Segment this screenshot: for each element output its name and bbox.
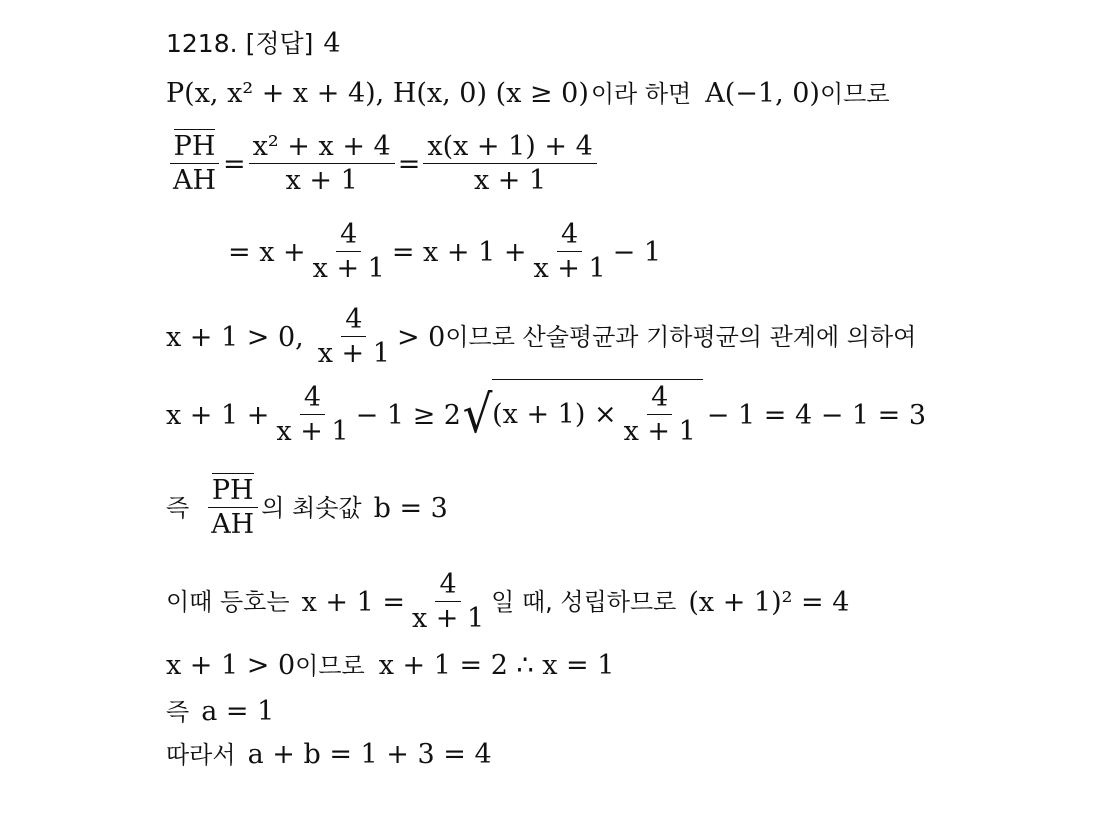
segment-ph: PH <box>173 131 216 162</box>
min-value-math: b = 3 <box>373 492 448 524</box>
fraction-num: 4 <box>300 384 325 415</box>
equality-text-1: 이때 등호는 <box>166 588 290 617</box>
fraction-num: 4 <box>647 384 672 415</box>
am-gm-text: 이므로 산술평균과 기하평균의 관계에 의하여 <box>445 323 917 352</box>
solve-text: 이므로 <box>295 651 365 680</box>
equals-sign: = <box>397 148 421 180</box>
condition-part-b: > 0 <box>396 321 446 353</box>
line-points <box>166 80 890 107</box>
ineq-part-a: x + 1 + <box>166 399 270 431</box>
fraction-num: 4 <box>557 221 582 252</box>
ineq-part-b: − 1 ≥ 2 <box>355 399 461 431</box>
line-a-value <box>166 698 274 725</box>
problem-header <box>166 30 341 57</box>
ratio-ph-ah <box>169 133 220 196</box>
line-min-value <box>166 477 448 540</box>
fraction-2 <box>423 133 596 196</box>
line-final-answer <box>166 741 492 768</box>
fraction-num: 4 <box>435 571 460 602</box>
fraction-1-num: x² + x + 4 <box>249 133 395 164</box>
segment-ah: AH <box>173 165 217 197</box>
fraction-2-num: x(x + 1) + 4 <box>423 133 596 164</box>
ratio-ph-ah <box>207 477 258 540</box>
fraction-4-over-x1 <box>309 221 389 284</box>
radicand-part-a: (x + 1) × <box>492 399 617 431</box>
fraction-den: x + 1 <box>312 253 385 285</box>
fraction-den: x + 1 <box>411 603 485 635</box>
fraction-4-over-x1 <box>314 306 394 369</box>
points-text-1: 이라 하면 <box>590 79 692 108</box>
segment-ph: PH <box>211 475 254 506</box>
line-am-gm-condition <box>166 306 916 369</box>
final-math: a + b = 1 + 3 = 4 <box>247 739 492 770</box>
line-am-gm-inequality <box>166 381 927 448</box>
fraction-4-over-x1 <box>408 571 488 634</box>
answer-value: 4 <box>323 28 341 59</box>
fraction-4-over-x1 <box>272 384 352 447</box>
square-root <box>461 381 703 447</box>
ineq-part-c: − 1 = 4 − 1 = 3 <box>706 399 927 431</box>
point-a-math: A(−1, 0) <box>705 78 820 109</box>
equality-math: (x + 1)² = 4 <box>688 586 850 618</box>
equality-part-a: x + 1 = <box>301 586 405 618</box>
fraction-den: x + 1 <box>623 415 696 447</box>
radical-sign: √ <box>462 385 493 446</box>
fraction-num: 4 <box>341 306 366 337</box>
fraction-1-den: x + 1 <box>285 165 358 197</box>
rewrite-part-b: = x + 1 + <box>391 236 527 268</box>
fraction-den: x + 1 <box>317 338 390 370</box>
min-text-1: 즉 <box>166 494 190 523</box>
points-math: P(x, x² + x + 4), H(x, 0) (x ≥ 0) <box>166 78 589 109</box>
fraction-num: 4 <box>336 221 361 252</box>
final-text: 따라서 <box>166 740 236 769</box>
answer-label: [정답] <box>245 29 314 58</box>
line-ratio <box>166 133 600 196</box>
fraction-1 <box>249 133 395 196</box>
rewrite-part-c: − 1 <box>612 236 662 268</box>
problem-number: 1218. <box>166 29 238 58</box>
a-text: 즉 <box>166 697 190 726</box>
radicand <box>492 379 703 447</box>
equality-text-2: 일 때, 성립하므로 <box>491 588 677 617</box>
a-math: a = 1 <box>201 696 275 727</box>
equals-sign: = <box>223 148 246 180</box>
line-rewrite <box>228 221 661 284</box>
fraction-den: x + 1 <box>533 253 606 285</box>
fraction-2-den: x + 1 <box>473 165 547 197</box>
condition-part-a: x + 1 > 0, <box>166 321 304 353</box>
rewrite-part-a: = x + <box>228 236 306 268</box>
fraction-4-over-x1 <box>620 381 700 447</box>
solve-part-b: x + 1 = 2 ∴ x = 1 <box>378 650 615 681</box>
fraction-den: x + 1 <box>276 416 349 448</box>
points-text-2: 이므로 <box>819 79 890 108</box>
line-equality <box>166 571 849 634</box>
line-solve-x <box>166 652 614 679</box>
segment-ah: AH <box>211 509 255 541</box>
min-text-2: 의 최솟값 <box>261 494 362 523</box>
solve-part-a: x + 1 > 0 <box>166 650 296 681</box>
fraction-4-over-x1 <box>529 221 609 284</box>
